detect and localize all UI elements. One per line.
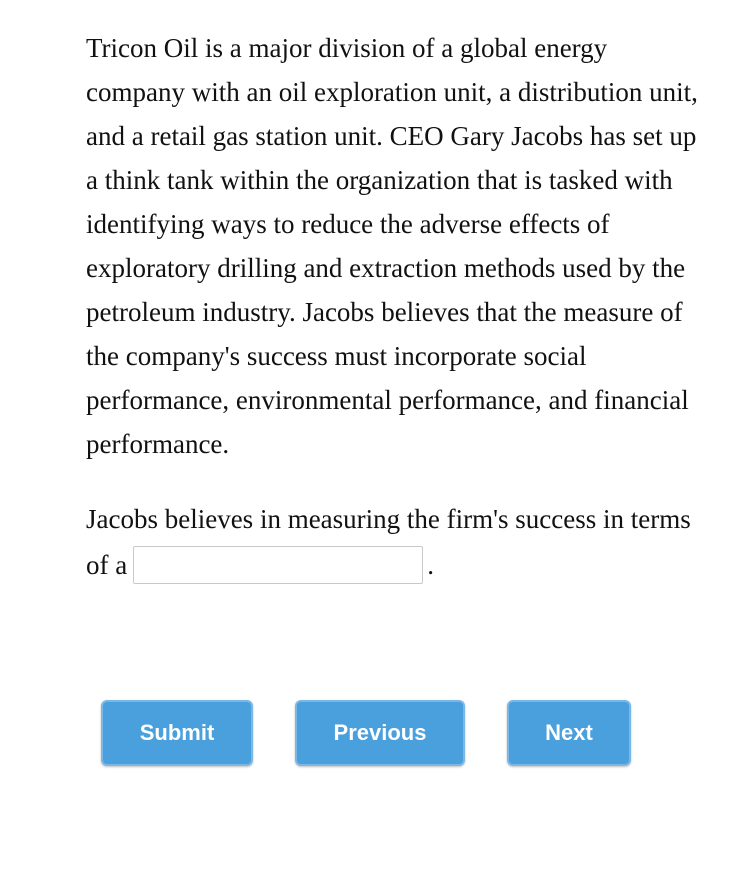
submit-button[interactable]: Submit [101,700,253,766]
question-suffix: . [427,550,434,580]
next-button[interactable]: Next [507,700,631,766]
question-content [86,26,706,588]
navigation-buttons [0,700,748,768]
answer-input[interactable] [133,546,423,584]
question-text [86,496,706,588]
passage-text: Tricon Oil is a major division of a global energy company with an oil exploration unit, a distribution unit, and a retail gas station unit. CEO Gary Jacobs has set up a think tank within the organization that is tasked with identifying ways to reduce the adverse effects of exploratory drilling and extraction methods used by the petroleum industry. Jacobs believes that the measure of the company's success must incorporate social performance, environmental performance, and financial performance. [86,33,698,459]
question-prefix: Jacobs believes in measuring the firm's success in terms of a [86,504,691,580]
previous-button[interactable]: Previous [295,700,465,766]
